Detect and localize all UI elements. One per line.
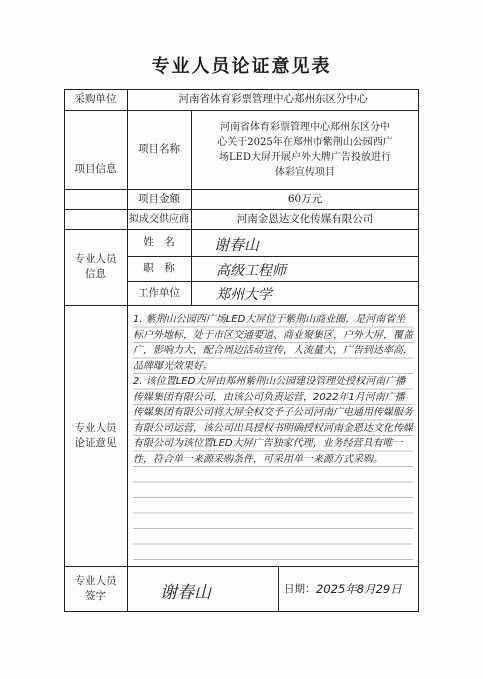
opinion-paragraph-2: 2. 该位置LED大屏由郑州紫荆山公园建设管理处授权河南广播传媒集团有限公司，由该公司负责运营，2022年1月河南广播传媒集团有限公司将大屏全权交予子公司河南广电通用传媒服务有限公司运营，该公司出具授权书明确授权河南金恩达文化传媒有限公司为该位置LED大屏广告独家代理，业务经营具有唯一性，符合单一来源采购条件，可采用单一来源方式采购。 [133,376,413,465]
workplace-value-handwritten: 郑州大学 [216,287,272,303]
date-label: 日期： [284,582,316,595]
project-info-label: 项目信息 [74,163,117,175]
supplier-value: 河南金恩达文化传媒有限公司 [236,212,374,225]
supplier-label: 拟成交供应商 [129,213,189,225]
title-label: 职 称 [143,262,175,274]
title-value-handwritten: 高级工程师 [216,263,286,279]
buyer-label: 采购单位 [74,93,117,105]
signature-handwritten: 谢春山 [160,583,211,603]
buyer-value: 河南省体育彩票管理中心郑州东区分中心 [178,93,368,105]
amount-value: 60万元 [287,192,323,205]
name-label: 姓 名 [143,236,175,248]
opinion-handwritten-text [133,312,413,562]
opinion-label: 专业人员 论证意见 [74,421,117,449]
page-title: 专业人员论证意见表 [151,56,332,77]
project-name-label: 项目名称 [138,143,180,155]
amount-label: 项目金额 [138,192,180,205]
project-name-value: 河南省体育彩票管理中心郑州东区分中 心关于2025年在郑州市紫荆山公园西广 场LED大屏开展户外大牌广告投放进行 体彩宣传项目 [217,121,393,178]
date-value-handwritten: 2025年8月29日 [316,582,402,596]
name-value-handwritten: 谢春山 [214,236,260,254]
opinion-paragraph-1: 1. 紫荆山公园西广场LED大屏位于紫荆山商业圈，是河南省坐标户外地标，处于市区交通要道、商业聚集区，户外大屏，覆盖广，影响力大，配合周边活动宣传，人流量大，广告到达率高，品牌曝光效果好。 [133,314,413,372]
expert-info-label: 专业人员 信息 [74,253,117,280]
signature-label: 专业人员 签字 [74,575,117,602]
workplace-label: 工作单位 [138,286,180,299]
